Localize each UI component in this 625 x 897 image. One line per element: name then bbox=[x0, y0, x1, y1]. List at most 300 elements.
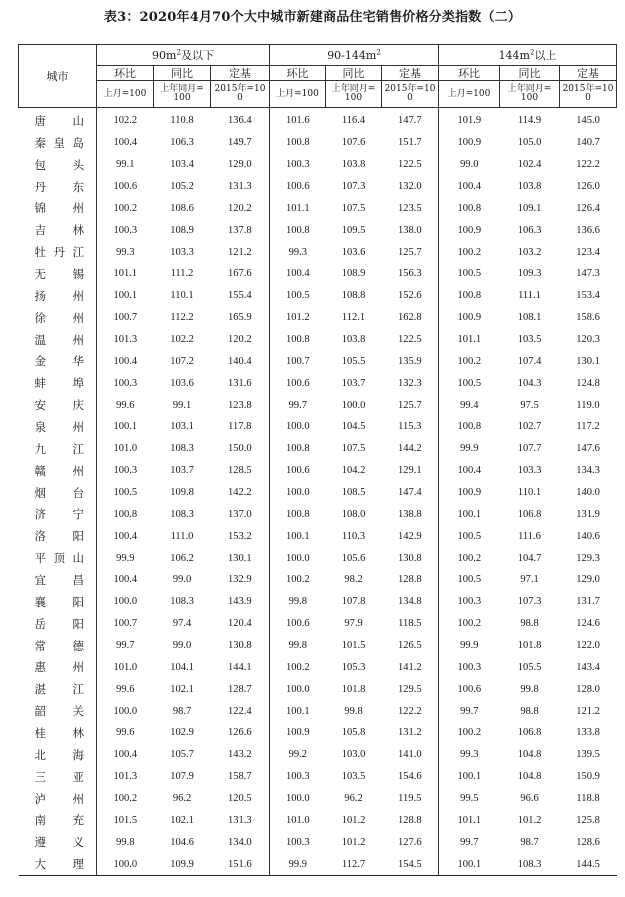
mom-value: 99.4 bbox=[439, 394, 500, 416]
header-base-2015: 2015年=10 0 bbox=[211, 81, 270, 108]
fixed-base-value: 140.0 bbox=[576, 487, 600, 499]
header-group-large: $144m^2$以上 bbox=[439, 45, 617, 66]
mom-value: 99.7 bbox=[439, 831, 500, 853]
header-mom: 环比 bbox=[97, 66, 154, 81]
mom-value: 100.7 bbox=[270, 350, 326, 372]
fixed-base-value: 123.4 bbox=[576, 246, 600, 258]
mom-value: 100.0 bbox=[270, 482, 326, 504]
mom-value: 100.0 bbox=[97, 591, 154, 613]
fixed-base-value: 129.0 bbox=[227, 159, 252, 171]
yoy-value: 107.6 bbox=[341, 137, 366, 149]
fixed-base-value: 123.8 bbox=[227, 399, 252, 411]
city-name: 金华 bbox=[34, 354, 84, 369]
table-row bbox=[19, 503, 617, 525]
mom-value: 100.9 bbox=[439, 219, 500, 241]
yoy-value: 106.2 bbox=[170, 552, 194, 564]
mom-value: 100.9 bbox=[439, 132, 500, 154]
fixed-base-value: 125.8 bbox=[576, 814, 600, 826]
yoy-value: 104.7 bbox=[517, 552, 542, 564]
yoy-value: 109.1 bbox=[517, 202, 542, 214]
mom-value: 100.3 bbox=[270, 766, 326, 788]
fixed-base-value: 122.5 bbox=[397, 159, 422, 171]
mom-value: 100.0 bbox=[270, 547, 326, 569]
yoy-value: 97.1 bbox=[520, 574, 539, 586]
mom-value: 100.6 bbox=[270, 460, 326, 482]
fixed-base-value: 117.8 bbox=[228, 421, 252, 433]
fixed-base-value: 118.5 bbox=[398, 618, 422, 630]
yoy-value: 103.5 bbox=[517, 334, 542, 346]
header-base-last-year: 上年同月= 100 bbox=[154, 81, 211, 108]
table-row bbox=[19, 744, 617, 766]
table-row bbox=[19, 154, 617, 176]
yoy-value: 101.2 bbox=[341, 836, 366, 848]
mom-value: 99.3 bbox=[97, 241, 154, 263]
yoy-value: 99.0 bbox=[172, 640, 192, 652]
yoy-value: 103.8 bbox=[341, 334, 366, 346]
yoy-value: 109.3 bbox=[517, 268, 542, 280]
mom-value: 100.5 bbox=[97, 482, 154, 504]
mom-value: 100.5 bbox=[439, 263, 500, 285]
mom-value: 101.1 bbox=[270, 197, 326, 219]
yoy-value: 105.0 bbox=[517, 137, 542, 149]
mom-value: 100.7 bbox=[97, 307, 154, 329]
yoy-value: 101.5 bbox=[341, 640, 366, 652]
mom-value: 101.1 bbox=[97, 263, 154, 285]
fixed-base-value: 120.3 bbox=[576, 334, 600, 346]
table-row bbox=[19, 613, 617, 635]
mom-value: 100.8 bbox=[97, 503, 154, 525]
yoy-value: 108.3 bbox=[170, 508, 194, 520]
city-name: 宜昌 bbox=[34, 572, 84, 587]
header-yoy: 同比 bbox=[154, 66, 211, 81]
fixed-base-value: 130.1 bbox=[227, 552, 252, 564]
yoy-value: 97.4 bbox=[172, 618, 192, 630]
yoy-value: 103.5 bbox=[341, 771, 366, 783]
fixed-base-value: 129.5 bbox=[397, 683, 422, 695]
yoy-value: 98.8 bbox=[520, 618, 539, 630]
mom-value: 100.9 bbox=[439, 307, 500, 329]
mom-value: 100.4 bbox=[439, 176, 500, 198]
city-name: 牡丹江 bbox=[34, 245, 84, 260]
yoy-value: 108.9 bbox=[170, 224, 194, 236]
fixed-base-value: 137.8 bbox=[227, 224, 252, 236]
mom-value: 100.2 bbox=[439, 547, 500, 569]
fixed-base-value: 144.2 bbox=[397, 443, 422, 455]
yoy-value: 106.8 bbox=[517, 727, 542, 739]
header-fixed-base: 定基 bbox=[560, 66, 617, 81]
table-row bbox=[19, 766, 617, 788]
yoy-value: 103.0 bbox=[341, 749, 366, 761]
fixed-base-value: 121.2 bbox=[576, 705, 600, 717]
mom-value: 100.7 bbox=[97, 613, 154, 635]
yoy-value: 112.1 bbox=[341, 312, 366, 324]
mom-value: 100.4 bbox=[97, 525, 154, 547]
header-base-last-month: 上月=100 bbox=[439, 81, 500, 108]
mom-value: 100.2 bbox=[439, 241, 500, 263]
table-row bbox=[19, 219, 617, 241]
yoy-value: 102.4 bbox=[517, 159, 542, 171]
yoy-value: 99.8 bbox=[520, 683, 539, 695]
header-group-medium: $90-144m^2$ bbox=[270, 45, 439, 66]
fixed-base-value: 147.6 bbox=[576, 443, 600, 455]
fixed-base-value: 126.0 bbox=[576, 181, 600, 192]
table-row bbox=[19, 416, 617, 438]
mom-value: 99.0 bbox=[439, 154, 500, 176]
fixed-base-value: 140.7 bbox=[576, 137, 600, 149]
header-yoy: 同比 bbox=[326, 66, 382, 81]
table-row bbox=[19, 722, 617, 744]
mom-value: 100.1 bbox=[439, 853, 500, 875]
city-name: 常德 bbox=[34, 638, 84, 653]
yoy-value: 103.2 bbox=[517, 246, 542, 258]
fixed-base-value: 131.9 bbox=[576, 508, 600, 520]
fixed-base-value: 154.6 bbox=[397, 771, 422, 783]
yoy-value: 107.5 bbox=[341, 202, 366, 214]
header-fixed-base: 定基 bbox=[382, 66, 439, 81]
mom-value: 100.8 bbox=[270, 329, 326, 351]
fixed-base-value: 126.6 bbox=[227, 727, 252, 739]
yoy-value: 106.8 bbox=[517, 508, 542, 520]
yoy-value: 102.2 bbox=[170, 334, 194, 346]
yoy-value: 110.1 bbox=[170, 290, 194, 302]
mom-value: 100.6 bbox=[270, 176, 326, 198]
yoy-value: 98.7 bbox=[172, 705, 192, 717]
yoy-value: 103.4 bbox=[170, 159, 194, 171]
yoy-value: 112.2 bbox=[170, 312, 194, 324]
city-name: 泉州 bbox=[34, 419, 84, 434]
city-name: 北海 bbox=[34, 747, 84, 762]
fixed-base-value: 128.8 bbox=[397, 574, 422, 586]
mom-value: 100.2 bbox=[270, 656, 326, 678]
mom-value: 100.5 bbox=[439, 569, 500, 591]
mom-value: 101.2 bbox=[270, 307, 326, 329]
yoy-value: 105.7 bbox=[170, 749, 194, 761]
header-base-last-month: 上月=100 bbox=[97, 81, 154, 108]
mom-value: 100.2 bbox=[270, 569, 326, 591]
mom-value: 100.4 bbox=[97, 132, 154, 154]
mom-value: 100.3 bbox=[97, 460, 154, 482]
table-body bbox=[19, 108, 617, 876]
city-name: 湛江 bbox=[34, 682, 84, 697]
fixed-base-value: 122.2 bbox=[397, 705, 422, 717]
yoy-value: 100.0 bbox=[341, 399, 366, 411]
fixed-base-value: 165.9 bbox=[227, 312, 252, 324]
mom-value: 99.7 bbox=[439, 700, 500, 722]
mom-value: 100.3 bbox=[439, 591, 500, 613]
fixed-base-value: 150.9 bbox=[576, 771, 600, 783]
fixed-base-value: 132.0 bbox=[397, 181, 422, 192]
mom-value: 100.2 bbox=[97, 197, 154, 219]
city-name: 平顶山 bbox=[34, 551, 84, 566]
fixed-base-value: 129.3 bbox=[576, 552, 600, 564]
fixed-base-value: 124.8 bbox=[576, 377, 600, 389]
header-fixed-base: 定基 bbox=[211, 66, 270, 81]
mom-value: 100.4 bbox=[439, 460, 500, 482]
mom-value: 100.0 bbox=[270, 678, 326, 700]
mom-value: 99.9 bbox=[97, 547, 154, 569]
mom-value: 99.8 bbox=[270, 635, 326, 657]
fixed-base-value: 129.1 bbox=[397, 465, 422, 477]
mom-value: 100.0 bbox=[97, 853, 154, 875]
yoy-value: 112.7 bbox=[341, 858, 366, 870]
yoy-value: 104.8 bbox=[517, 771, 542, 783]
yoy-value: 116.4 bbox=[341, 115, 366, 127]
yoy-value: 106.3 bbox=[517, 224, 542, 236]
table-row bbox=[19, 241, 617, 263]
fixed-base-value: 130.8 bbox=[227, 640, 252, 652]
yoy-value: 108.5 bbox=[341, 487, 366, 499]
fixed-base-value: 128.8 bbox=[397, 814, 422, 826]
yoy-value: 101.2 bbox=[517, 814, 542, 826]
yoy-value: 99.1 bbox=[172, 399, 192, 411]
mom-value: 100.2 bbox=[439, 613, 500, 635]
fixed-base-value: 135.9 bbox=[397, 355, 422, 367]
yoy-value: 110.8 bbox=[170, 115, 194, 127]
yoy-value: 108.9 bbox=[341, 268, 366, 280]
fixed-base-value: 139.5 bbox=[576, 749, 600, 761]
yoy-value: 96.2 bbox=[172, 793, 192, 805]
mom-value: 101.3 bbox=[97, 329, 154, 351]
yoy-value: 98.7 bbox=[520, 836, 539, 848]
fixed-base-value: 167.6 bbox=[227, 268, 252, 280]
table-row bbox=[19, 547, 617, 569]
yoy-value: 111.0 bbox=[170, 530, 194, 542]
fixed-base-value: 136.6 bbox=[576, 224, 600, 236]
header-base-2015: 2015年=10 0 bbox=[560, 81, 617, 108]
mom-value: 100.8 bbox=[439, 197, 500, 219]
yoy-value: 107.8 bbox=[341, 596, 366, 608]
fixed-base-value: 147.3 bbox=[576, 268, 600, 280]
city-name: 遵义 bbox=[34, 835, 84, 850]
mom-value: 100.8 bbox=[439, 416, 500, 438]
city-name: 徐州 bbox=[34, 310, 84, 325]
mom-value: 99.9 bbox=[270, 853, 326, 875]
table-row bbox=[19, 329, 617, 351]
yoy-value: 107.2 bbox=[170, 355, 194, 367]
fixed-base-value: 121.2 bbox=[227, 246, 252, 258]
yoy-value: 104.2 bbox=[341, 465, 366, 477]
mom-value: 100.5 bbox=[270, 285, 326, 307]
table-row bbox=[19, 482, 617, 504]
yoy-value: 103.1 bbox=[170, 421, 194, 433]
yoy-value: 108.3 bbox=[517, 858, 542, 870]
yoy-value: 105.2 bbox=[170, 181, 194, 192]
city-name: 三亚 bbox=[34, 769, 84, 784]
mom-value: 100.1 bbox=[439, 503, 500, 525]
fixed-base-value: 144.5 bbox=[576, 858, 600, 870]
yoy-value: 96.2 bbox=[344, 793, 363, 805]
fixed-base-value: 130.1 bbox=[576, 355, 600, 367]
header-base-2015: 2015年=10 0 bbox=[382, 81, 439, 108]
table-row bbox=[19, 700, 617, 722]
yoy-value: 102.1 bbox=[170, 814, 194, 826]
mom-value: 100.4 bbox=[97, 350, 154, 372]
yoy-value: 109.9 bbox=[170, 858, 194, 870]
mom-value: 100.1 bbox=[270, 700, 326, 722]
fixed-base-value: 158.7 bbox=[227, 771, 252, 783]
mom-value: 100.6 bbox=[270, 613, 326, 635]
yoy-value: 105.3 bbox=[341, 661, 366, 673]
yoy-value: 102.7 bbox=[517, 421, 542, 433]
fixed-base-value: 122.4 bbox=[227, 705, 252, 717]
fixed-base-value: 137.0 bbox=[227, 508, 252, 520]
table-row bbox=[19, 372, 617, 394]
fixed-base-value: 147.7 bbox=[397, 115, 422, 127]
price-index-table-wrapper bbox=[18, 44, 616, 876]
fixed-base-value: 141.0 bbox=[397, 749, 422, 761]
fixed-base-value: 153.4 bbox=[576, 290, 600, 302]
yoy-value: 111.1 bbox=[518, 290, 541, 302]
fixed-base-value: 133.8 bbox=[576, 727, 600, 739]
mom-value: 100.1 bbox=[97, 285, 154, 307]
yoy-value: 109.5 bbox=[341, 224, 366, 236]
fixed-base-value: 134.8 bbox=[397, 596, 422, 608]
header-base-last-year: 上年同月= 100 bbox=[326, 81, 382, 108]
yoy-value: 103.7 bbox=[170, 465, 194, 477]
fixed-base-value: 122.5 bbox=[397, 334, 422, 346]
yoy-value: 103.7 bbox=[341, 377, 366, 389]
yoy-value: 102.9 bbox=[170, 727, 194, 739]
mom-value: 100.2 bbox=[439, 350, 500, 372]
yoy-value: 99.8 bbox=[344, 705, 363, 717]
fixed-base-value: 134.0 bbox=[227, 836, 252, 848]
mom-value: 99.9 bbox=[439, 438, 500, 460]
city-name: 烟台 bbox=[34, 485, 84, 500]
city-name: 襄阳 bbox=[34, 594, 84, 609]
fixed-base-value: 120.5 bbox=[227, 793, 252, 805]
yoy-value: 108.1 bbox=[517, 312, 542, 324]
fixed-base-value: 142.2 bbox=[227, 487, 252, 499]
mom-value: 101.3 bbox=[97, 766, 154, 788]
header-base-last-month: 上月=100 bbox=[270, 81, 326, 108]
fixed-base-value: 122.0 bbox=[576, 640, 600, 652]
mom-value: 100.0 bbox=[97, 700, 154, 722]
fixed-base-value: 129.0 bbox=[576, 574, 600, 586]
fixed-base-value: 131.3 bbox=[227, 181, 252, 192]
mom-value: 100.1 bbox=[439, 766, 500, 788]
yoy-value: 107.3 bbox=[341, 181, 366, 192]
table-header bbox=[19, 45, 617, 108]
city-name: 吉林 bbox=[34, 223, 84, 238]
mom-value: 100.2 bbox=[97, 788, 154, 810]
fixed-base-value: 158.6 bbox=[576, 312, 600, 324]
table-row bbox=[19, 394, 617, 416]
table-row bbox=[19, 350, 617, 372]
mom-value: 100.0 bbox=[270, 416, 326, 438]
fixed-base-value: 136.4 bbox=[227, 115, 252, 127]
mom-value: 100.3 bbox=[270, 831, 326, 853]
city-name: 包头 bbox=[34, 157, 84, 172]
fixed-base-value: 126.4 bbox=[576, 202, 600, 214]
yoy-value: 108.6 bbox=[170, 202, 194, 214]
mom-value: 101.9 bbox=[439, 108, 500, 132]
city-name: 泸州 bbox=[34, 791, 84, 806]
fixed-base-value: 128.0 bbox=[576, 683, 600, 695]
city-name: 岳阳 bbox=[34, 616, 84, 631]
mom-value: 99.8 bbox=[270, 591, 326, 613]
fixed-base-value: 143.2 bbox=[227, 749, 252, 761]
yoy-value: 104.5 bbox=[341, 421, 366, 433]
fixed-base-value: 126.5 bbox=[397, 640, 422, 652]
table-row bbox=[19, 831, 617, 853]
yoy-value: 104.1 bbox=[170, 661, 194, 673]
table-row bbox=[19, 788, 617, 810]
city-name: 洛阳 bbox=[34, 529, 84, 544]
mom-value: 101.6 bbox=[270, 108, 326, 132]
fixed-base-value: 140.6 bbox=[576, 530, 600, 542]
table-row bbox=[19, 656, 617, 678]
yoy-value: 103.3 bbox=[170, 246, 194, 258]
yoy-value: 98.8 bbox=[520, 705, 539, 717]
fixed-base-value: 140.4 bbox=[227, 355, 252, 367]
mom-value: 100.6 bbox=[439, 678, 500, 700]
mom-value: 101.0 bbox=[97, 438, 154, 460]
yoy-value: 98.2 bbox=[344, 574, 363, 586]
header-mom: 环比 bbox=[270, 66, 326, 81]
fixed-base-value: 145.0 bbox=[576, 115, 600, 127]
yoy-value: 108.3 bbox=[170, 596, 194, 608]
fixed-base-value: 131.6 bbox=[227, 377, 252, 389]
fixed-base-value: 119.0 bbox=[576, 399, 600, 411]
fixed-base-value: 124.6 bbox=[576, 618, 600, 630]
yoy-value: 97.5 bbox=[520, 399, 539, 411]
mom-value: 100.4 bbox=[97, 569, 154, 591]
fixed-base-value: 154.5 bbox=[397, 858, 422, 870]
yoy-value: 108.0 bbox=[341, 508, 366, 520]
fixed-base-value: 143.4 bbox=[576, 661, 600, 673]
price-index-table bbox=[18, 44, 617, 876]
table-row bbox=[19, 525, 617, 547]
fixed-base-value: 141.2 bbox=[397, 661, 422, 673]
fixed-base-value: 147.4 bbox=[397, 487, 422, 499]
fixed-base-value: 120.2 bbox=[227, 334, 252, 346]
mom-value: 99.7 bbox=[270, 394, 326, 416]
table-row bbox=[19, 678, 617, 700]
mom-value: 100.3 bbox=[270, 154, 326, 176]
city-name: 大理 bbox=[34, 857, 84, 872]
mom-value: 99.2 bbox=[270, 744, 326, 766]
table-row bbox=[19, 438, 617, 460]
mom-value: 101.1 bbox=[439, 329, 500, 351]
mom-value: 100.4 bbox=[270, 263, 326, 285]
yoy-value: 107.5 bbox=[341, 443, 366, 455]
fixed-base-value: 131.3 bbox=[227, 814, 252, 826]
header-group-small: $90m^2$及以下 bbox=[97, 45, 270, 66]
fixed-base-value: 130.8 bbox=[397, 552, 422, 564]
city-name: 无锡 bbox=[34, 266, 84, 281]
mom-value: 99.6 bbox=[97, 722, 154, 744]
mom-value: 100.6 bbox=[270, 372, 326, 394]
fixed-base-value: 155.4 bbox=[227, 290, 252, 302]
table-row bbox=[19, 460, 617, 482]
mom-value: 101.1 bbox=[439, 810, 500, 832]
fixed-base-value: 128.6 bbox=[576, 836, 600, 848]
yoy-value: 105.6 bbox=[341, 552, 366, 564]
yoy-value: 102.1 bbox=[170, 683, 194, 695]
mom-value: 100.3 bbox=[439, 656, 500, 678]
yoy-value: 108.8 bbox=[341, 290, 366, 302]
fixed-base-value: 151.6 bbox=[227, 858, 252, 870]
fixed-base-value: 144.1 bbox=[227, 661, 252, 673]
fixed-base-value: 156.3 bbox=[397, 268, 422, 280]
fixed-base-value: 127.6 bbox=[397, 836, 422, 848]
city-name: 唐山 bbox=[34, 113, 84, 128]
mom-value: 100.8 bbox=[270, 503, 326, 525]
yoy-value: 110.1 bbox=[517, 487, 542, 499]
fixed-base-value: 150.0 bbox=[227, 443, 252, 455]
yoy-value: 105.8 bbox=[341, 727, 366, 739]
header-yoy: 同比 bbox=[500, 66, 560, 81]
